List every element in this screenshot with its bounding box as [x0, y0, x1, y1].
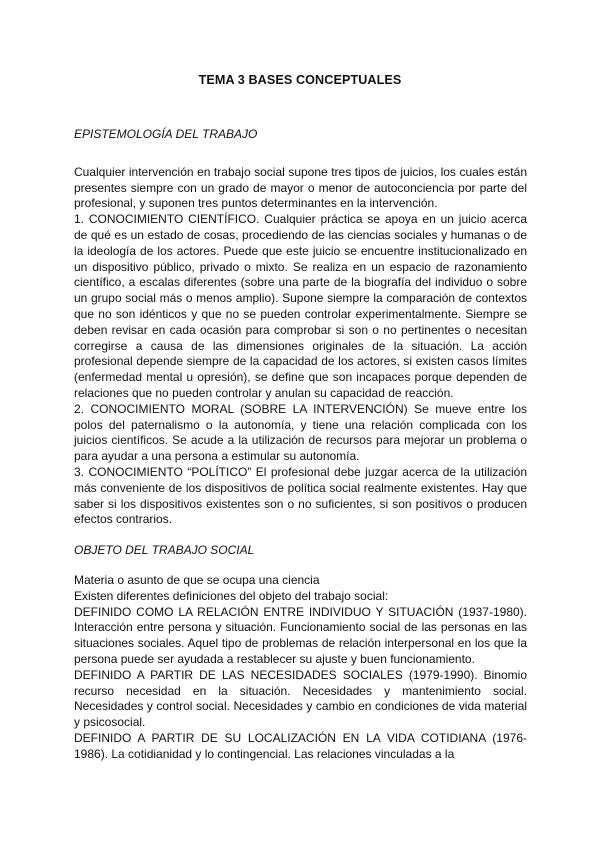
- paragraph-definido-necesidades: DEFINIDO A PARTIR DE LAS NECESIDADES SOCIALES (1979-1990). Binomio recurso necesidad en la situación. Necesidades y mantenimiento social. Necesidades y control social. Necesidades y cambio en condiciones de vida material y psicosocial.: [74, 667, 527, 730]
- paragraph-materia: Materia o asunto de que se ocupa una ciencia: [74, 572, 320, 587]
- paragraph-definido-vida-cotidiana: DEFINIDO A PARTIR DE SU LOCALIZACIÓN EN LA VIDA COTIDIANA (1976-1986). La cotidianidad y lo contingencial. Las relaciones vinculadas a la: [74, 730, 527, 761]
- section-heading-objeto: OBJETO DEL TRABAJO SOCIAL: [74, 543, 255, 558]
- page-title: TEMA 3 BASES CONCEPTUALES: [198, 73, 402, 87]
- paragraph-definido-relacion: DEFINIDO COMO LA RELACIÓN ENTRE INDIVIDUO Y SITUACIÓN (1937-1980). Interacción entre persona y situación. Funcionamiento social de las personas en las situaciones sociales. Aquel tipo de problemas de relación interpersonal en los que la persona puede ser ayudada a restablecer su ajuste y buen funcionamiento.: [74, 604, 527, 666]
- paragraph-conocimiento-cientifico: 1. CONOCIMIENTO CIENTÍFICO. Cualquier práctica se apoya en un juicio acerca de qué es un estado de cosas, procediendo de las ciencias sociales y humanas o de la ideología de los actores. Puede que este juicio se encuentre institucionalizado en un dispositivo público, privado o mixto. Se realiza en un espacio de razonamiento científico, a escalas diferentes (sobre una parte de la biografía del individuo o sobre un grupo social más o menos amplio). Supone siempre la comparación de contextos que no son idénticos y que no se pueden controlar experimentalmente. Siempre se deben revisar en cada ocasión para comprobar si son o no pertinentes o necesitan corregirse a causa de las dimensiones originales de la situación. La acción profesional depende siempre de la capacidad de los actores, si existen casos límites (enfermedad mental u opresión), se define que son incapaces porque dependen de relaciones que no pueden controlar y anulan su capacidad de reacción.: [74, 212, 527, 400]
- paragraph-definiciones: Existen diferentes definiciones del objeto del trabajo social:: [74, 588, 389, 603]
- paragraph-conocimiento-moral: 2. CONOCIMIENTO MORAL (SOBRE LA INTERVENCIÓN) Se mueve entre los polos del paternalismo o la autonomía, y tiene una relación complicada con los juicios científicos. Se acude a la utilización de recursos para mejorar un problema o para ayudar a una persona a estimular su autonomía.: [74, 401, 527, 464]
- intro-paragraph: Cualquier intervención en trabajo social supone tres tipos de juicios, los cuales están presentes siempre con un grado de mayor o menor de autoconciencia por parte del profesional, y suponen tres puntos determinantes en la intervención.: [74, 164, 527, 211]
- paragraph-conocimiento-politico: 3. CONOCIMIENTO “POLÍTICO” El profesional debe juzgar acerca de la utilización más conveniente de los dispositivos de política social realmente existentes. Hay que saber si los dispositivos existentes son o no suficientes, si son positivos o producen efectos contrarios.: [74, 464, 527, 527]
- section-heading-epistemologia: EPISTEMOLOGÍA DEL TRABAJO: [74, 127, 258, 141]
- document-body: [74, 127, 527, 762]
